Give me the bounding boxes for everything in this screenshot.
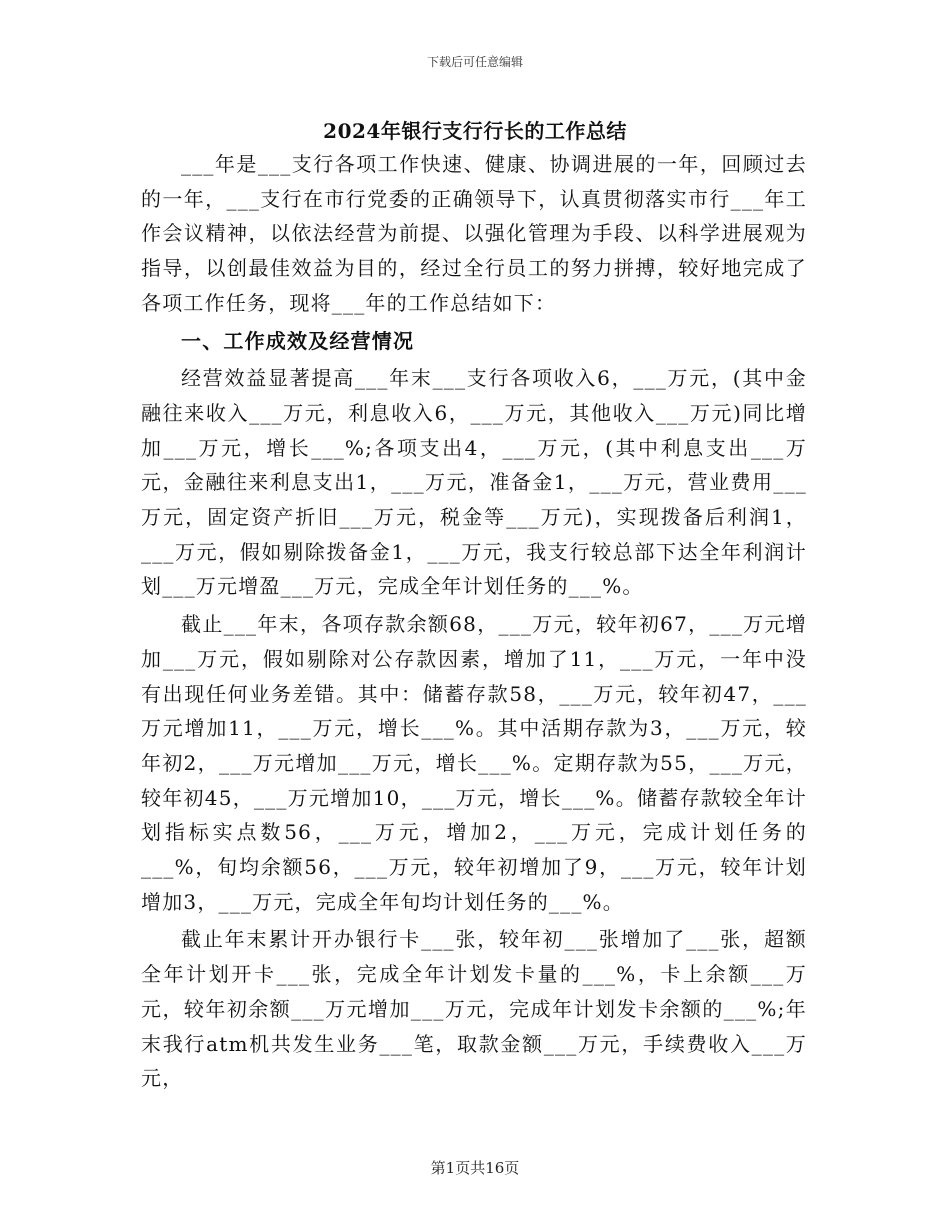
paragraph-bank-cards: 截止年末累计开办银行卡___张，较年初___张增加了___张，超额全年计划开卡___张，完成全年计划发卡量的___%，卡上余额___万元，较年初余额___万元增加___万元，完成年计划发卡余额的___%;年末我行atm机共发生业务___笔，取款金额___万元，手续费收入___万元， bbox=[141, 927, 807, 1091]
page-header-note: 下载后可任意编辑 bbox=[426, 55, 523, 69]
paragraph-deposits: 截止___年末，各项存款余额68，___万元，较年初67，___万元增加___万元，假如剔除对公存款因素，增加了11，___万元，一年中没有出现任何业务差错。其中：储蓄存款58，___万元，较年初47，___万元增加11，___万元，增长___%。其中活期存款为3，___万元，较年初2，___万元增加___万元，增长___%。定期存款为55，___万元，较年初45，___万元增加10，___万元，增长___%。储蓄存款较全年计划指标实点数56，___万元，增加2，___万元，完成计划任务的___%，旬均余额56，___万元，较年初增加了9，___万元，较年计划增加3，___万元，完成全年旬均计划任务的___%。 bbox=[141, 612, 807, 914]
intro-paragraph: ___年是___支行各项工作快速、健康、协调进展的一年，回顾过去的一年，___支行在市行党委的正确领导下，认真贯彻落实市行___年工作会议精神，以依法经营为前提、以强化管理为手段、以科学进展观为指导，以创最佳效益为目的，经过全行员工的努力拼搏，较好地完成了各项工作任务，现将___年的工作总结如下： bbox=[141, 152, 807, 315]
page-footer: 第1页共16页 bbox=[430, 1159, 520, 1177]
section-heading: 一、工作成效及经营情况 bbox=[181, 328, 415, 353]
paragraph-income: 经营效益显著提高___年末___支行各项收入6，___万元，(其中金融往来收入___万元，利息收入6，___万元，其他收入___万元)同比增加___万元，增长___%;各项支出4，___万元，(其中利息支出___万元，金融往来利息支出1，___万元，准备金1，___万元，营业费用___万元，固定资产折旧___万元，税金等___万元)，实现拨备后利润1，___万元，假如剔除拨备金1，___万元，我支行较总部下达全年利润计划___万元增盈___万元，完成全年计划任务的___%。 bbox=[141, 366, 807, 599]
document-title: 2024年银行支行行长的工作总结 bbox=[323, 119, 627, 143]
document-body bbox=[141, 147, 807, 1099]
